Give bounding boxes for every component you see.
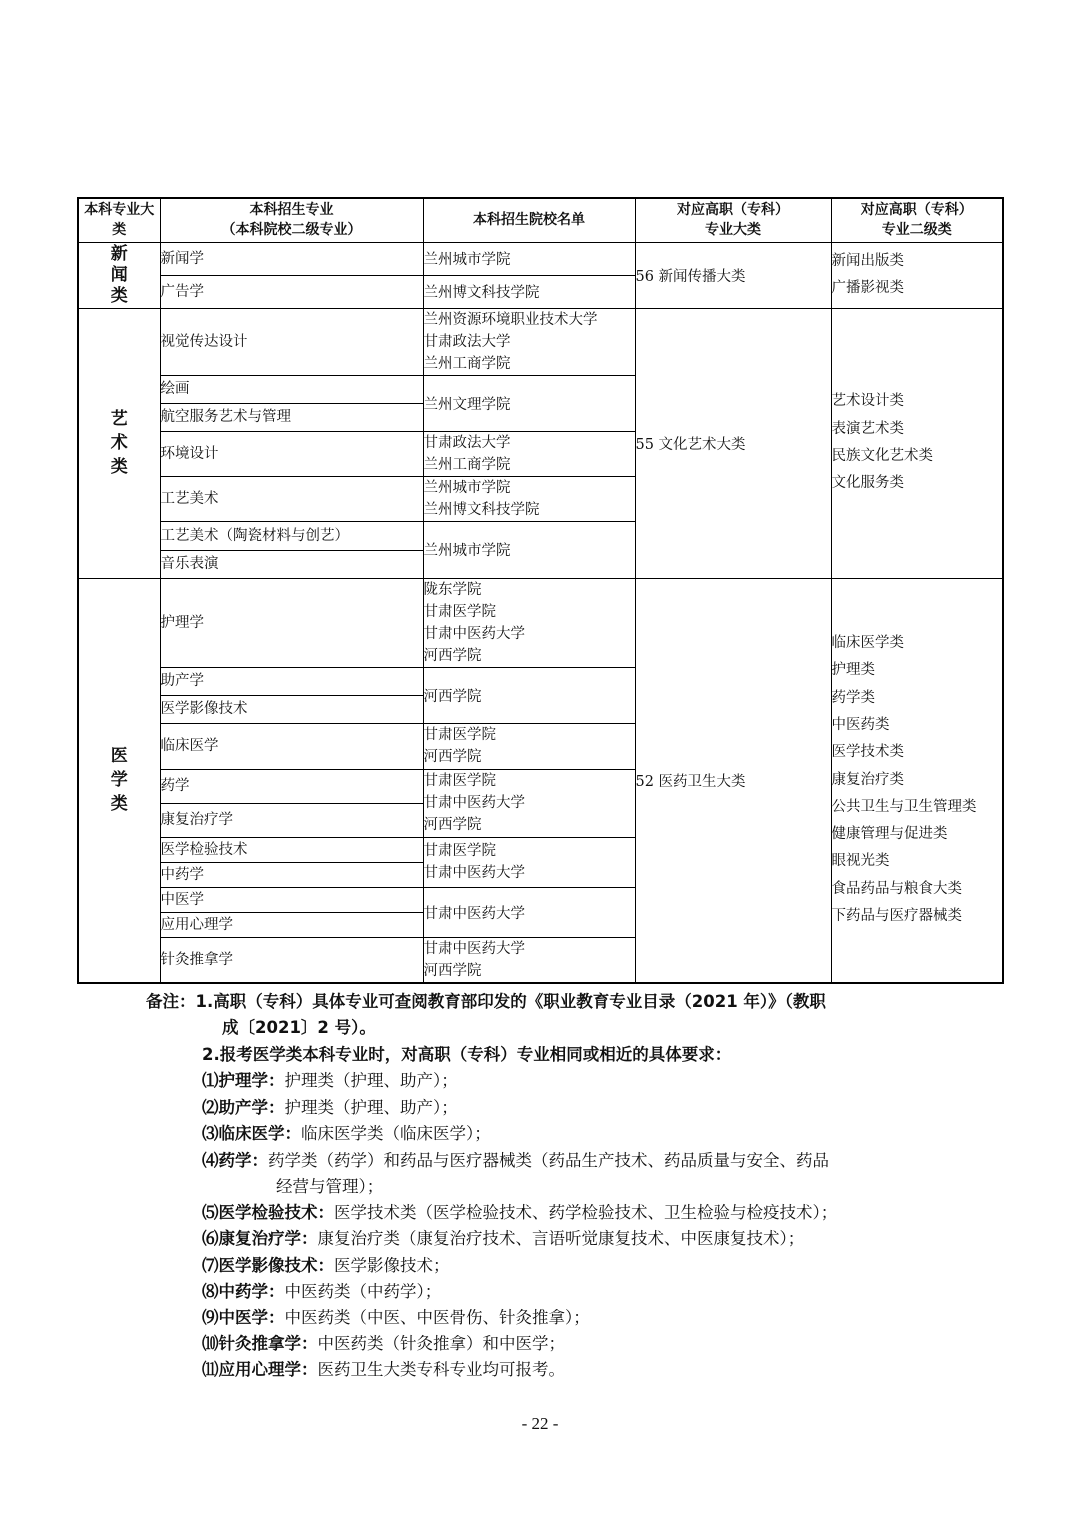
notes-line-2: 2.报考医学类本科专业时，对高职（专科）专业相同或相近的具体要求： <box>202 1045 732 1064</box>
table-row <box>78 308 1003 375</box>
school-cell: 甘肃政法大学 兰州工商学院 <box>423 431 635 476</box>
school-cell: 河西学院 <box>423 667 635 723</box>
note-item: ⑼中医学：中医药类（中医、中医骨伤、针灸推拿）； <box>202 1308 590 1327</box>
major-cell: 环境设计 <box>160 431 423 476</box>
table-row <box>78 578 1003 667</box>
sub-class-news: 新闻出版类 广播影视类 <box>831 242 1003 308</box>
header-sub-class: 对应高职（专科） 专业二级类 <box>831 198 1003 242</box>
note-item: ⑺医学影像技术：医学影像技术； <box>202 1256 450 1275</box>
header-category: 本科专业大类 <box>78 198 160 242</box>
major-cell: 护理学 <box>160 578 423 667</box>
school-cell: 兰州城市学院 兰州博文科技学院 <box>423 476 635 521</box>
major-cell: 工艺美术（陶瓷材料与创艺） <box>160 521 423 550</box>
note-item: ⑵助产学：护理类（护理、助产）； <box>202 1098 458 1117</box>
major-cell: 临床医学 <box>160 723 423 769</box>
big-class-med: 52 医药卫生大类 <box>635 578 831 983</box>
page-number: - 22 - <box>521 1414 559 1433</box>
note-item: ⑴护理学：护理类（护理、助产）； <box>202 1071 458 1090</box>
school-cell: 甘肃医学院 甘肃中医药大学 <box>423 837 635 887</box>
notes-line-1-cont: 成〔2021〕2 号）。 <box>222 1018 376 1037</box>
school-cell: 兰州城市学院 <box>423 521 635 578</box>
school-cell: 兰州城市学院 <box>423 242 635 275</box>
school-cell: 兰州博文科技学院 <box>423 275 635 308</box>
note-item: ⑻中药学：中医药类（中药学）； <box>202 1282 442 1301</box>
school-cell: 兰州资源环境职业技术大学 甘肃政法大学 兰州工商学院 <box>423 308 635 375</box>
note-item-cont: 经营与管理）； <box>276 1177 384 1196</box>
category-med: 医 学 类 <box>78 578 160 983</box>
school-cell: 甘肃医学院 甘肃中医药大学 河西学院 <box>423 769 635 837</box>
big-class-news: 56 新闻传播大类 <box>635 242 831 308</box>
major-cell: 医学影像技术 <box>160 695 423 723</box>
header-big-class: 对应高职（专科） 专业大类 <box>635 198 831 242</box>
note-item: ⑶临床医学：临床医学类（临床医学）； <box>202 1124 491 1143</box>
major-cell: 助产学 <box>160 667 423 695</box>
major-cell: 音乐表演 <box>160 550 423 578</box>
school-cell: 陇东学院 甘肃医学院 甘肃中医药大学 河西学院 <box>423 578 635 667</box>
table-row <box>78 242 1003 275</box>
major-cell: 医学检验技术 <box>160 837 423 862</box>
major-cell: 绘画 <box>160 375 423 403</box>
category-art: 艺 术 类 <box>78 308 160 578</box>
note-item: ⑾应用心理学：医药卫生大类专科专业均可报考。 <box>202 1360 565 1379</box>
note-item: ⑷药学：药学类（药学）和药品与医疗器械类（药品生产技术、药品质量与安全、药品 <box>202 1151 829 1170</box>
major-cell: 航空服务艺术与管理 <box>160 403 423 431</box>
major-cell: 康复治疗学 <box>160 803 423 837</box>
major-cell: 中药学 <box>160 862 423 887</box>
notes-line-1: 备注：1.高职（专科）具体专业可查阅教育部印发的《职业教育专业目录（2021 年）》（教职 <box>146 992 826 1011</box>
sub-class-med: 临床医学类 护理类 药学类 中医药类 医学技术类 康复治疗类 公共卫生与卫生管理类 健康管理与促进类 眼视光类 食品药品与粮食大类 下药品与医疗器械类 <box>831 578 1003 983</box>
major-cell: 药学 <box>160 769 423 803</box>
school-cell: 兰州文理学院 <box>423 375 635 431</box>
major-cell: 新闻学 <box>160 242 423 275</box>
major-mapping-table <box>77 197 1004 984</box>
note-item: ⑸医学检验技术：医学技术类（医学检验技术、药学检验技术、卫生检验与检疫技术）； <box>202 1203 838 1222</box>
school-cell: 甘肃医学院 河西学院 <box>423 723 635 769</box>
major-cell: 中医学 <box>160 887 423 912</box>
school-cell: 甘肃中医药大学 河西学院 <box>423 937 635 983</box>
table-header-row <box>78 198 1003 242</box>
major-cell: 广告学 <box>160 275 423 308</box>
major-cell: 视觉传达设计 <box>160 308 423 375</box>
category-news: 新 闻 类 <box>78 242 160 308</box>
school-cell: 甘肃中医药大学 <box>423 887 635 937</box>
major-cell: 针灸推拿学 <box>160 937 423 983</box>
major-cell: 工艺美术 <box>160 476 423 521</box>
header-major: 本科招生专业 （本科院校二级专业） <box>160 198 423 242</box>
header-schools: 本科招生院校名单 <box>423 198 635 242</box>
note-item: ⑹康复治疗学：康复治疗类（康复治疗技术、言语听觉康复技术、中医康复技术）； <box>202 1229 805 1248</box>
sub-class-art: 艺术设计类 表演艺术类 民族文化艺术类 文化服务类 <box>831 308 1003 578</box>
major-cell: 应用心理学 <box>160 912 423 937</box>
note-item: ⑽针灸推拿学：中医药类（针灸推拿）和中医学； <box>202 1334 565 1353</box>
big-class-art: 55 文化艺术大类 <box>635 308 831 578</box>
